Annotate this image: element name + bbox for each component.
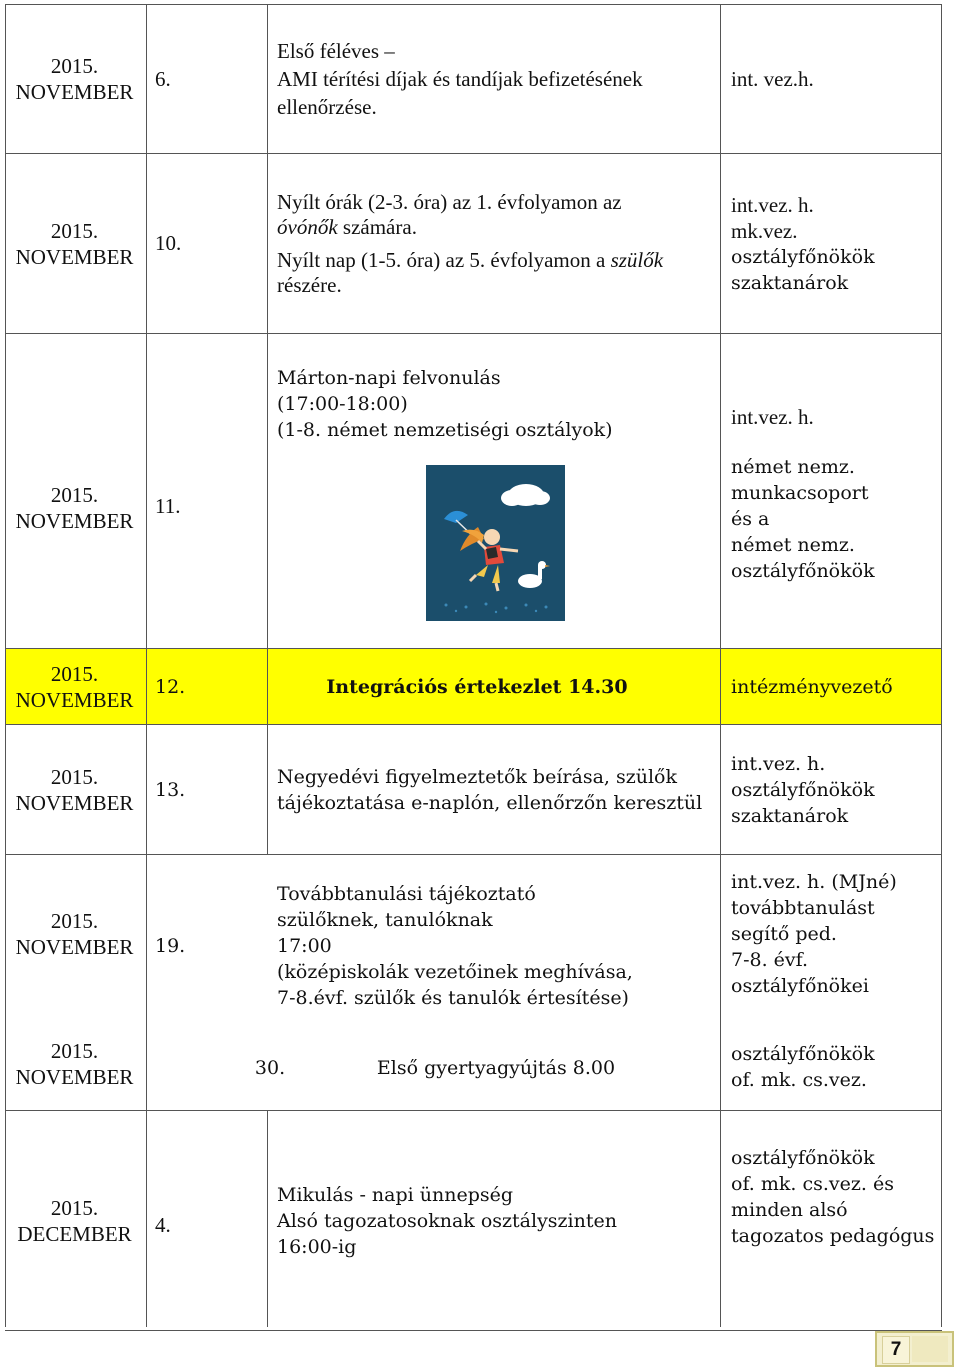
responsible-line: osztályfőnökök <box>731 1147 875 1169</box>
page-number-box <box>875 1331 954 1367</box>
event-line: 16:00-ig <box>277 1235 357 1258</box>
event-line: (17:00-18:00) <box>277 393 408 415</box>
day-number: 13. <box>155 778 186 801</box>
responsible-cell <box>731 154 941 333</box>
day-cell <box>155 334 265 648</box>
running-girl-illustration <box>426 465 565 621</box>
event-italic: szülők <box>610 247 664 272</box>
day-cell <box>155 855 265 1037</box>
responsible-cell <box>731 725 941 854</box>
responsible-line: osztályfőnökök <box>731 560 875 582</box>
day-event-cell <box>155 1051 715 1085</box>
responsible-cell <box>731 1111 941 1330</box>
responsible-line: of. mk. cs.vez. <box>731 1069 867 1091</box>
day-number: 30. <box>254 1057 286 1079</box>
responsible-line: tagozatos pedagógus <box>731 1225 935 1247</box>
responsible-line: intézményvezető <box>731 675 893 698</box>
responsible-line: osztályfőnökei <box>731 975 869 997</box>
responsible-line: szaktanárok <box>731 804 849 827</box>
day-number: 11. <box>155 494 181 518</box>
table-border-left <box>5 4 6 1327</box>
responsible-line: német nemz. <box>731 534 855 556</box>
event-line: Márton-napi felvonulás <box>277 367 501 389</box>
date-month: NOVEMBER <box>15 687 134 712</box>
table-divider <box>720 4 721 1327</box>
date-year: 2015. <box>50 661 99 686</box>
table-divider <box>267 4 268 854</box>
event-line: Első féléves – <box>277 39 395 63</box>
event-cell <box>277 855 717 1037</box>
responsible-line: 7-8. évf. <box>731 949 809 971</box>
date-month: NOVEMBER <box>15 1065 134 1089</box>
date-month: NOVEMBER <box>15 790 134 815</box>
responsible-line: segítő ped. <box>731 923 837 945</box>
date-cell <box>5 1111 144 1330</box>
date-cell <box>5 5 144 153</box>
event-line: ellenőrzése. <box>277 95 377 119</box>
responsible-cell <box>731 5 941 153</box>
date-year: 2015. <box>50 483 99 507</box>
date-month: NOVEMBER <box>15 509 134 533</box>
table-border-right <box>941 4 942 1327</box>
event-line: Első gyertyagyújtás 8.00 <box>376 1057 616 1079</box>
responsible-line: német nemz. <box>731 456 855 478</box>
date-year: 2015. <box>50 1039 99 1063</box>
responsible-line: of. mk. cs.vez. és <box>731 1173 894 1195</box>
date-month: NOVEMBER <box>15 80 134 104</box>
responsible-line: minden alsó <box>731 1199 848 1221</box>
event-italic: óvónők <box>277 214 338 239</box>
event-line <box>277 248 717 273</box>
event-line: (1-8. német nemzetiségi osztályok) <box>277 419 613 441</box>
responsible-line: és a <box>731 508 770 530</box>
date-year: 2015. <box>50 764 99 789</box>
date-month: NOVEMBER <box>15 244 134 269</box>
date-year: 2015. <box>50 218 99 243</box>
event-line: 17:00 <box>277 935 332 957</box>
responsible-cell <box>731 334 941 648</box>
responsible-line: osztályfőnökök <box>731 1043 875 1065</box>
date-cell <box>5 1033 144 1095</box>
date-cell <box>5 649 144 724</box>
day-cell <box>155 725 265 854</box>
responsible-cell <box>731 649 941 724</box>
date-cell <box>5 334 144 648</box>
event-line: Negyedévi figyelmeztetők beírása, szülők <box>277 765 678 788</box>
day-cell <box>155 5 265 153</box>
responsible-line: int.vez. h. <box>731 192 814 217</box>
event-line: Mikulás - napi ünnepség <box>277 1183 514 1206</box>
responsible-cell <box>731 1041 941 1093</box>
date-year: 2015. <box>50 909 99 933</box>
date-cell <box>5 725 144 854</box>
table-divider <box>267 1110 268 1327</box>
responsible-line: osztályfőnökök <box>731 778 875 801</box>
day-cell <box>155 649 265 724</box>
responsible-line: int.vez. h. (MJné) <box>731 871 897 893</box>
day-number: 10. <box>155 231 182 255</box>
table-divider <box>146 4 147 1327</box>
responsible-line: int. vez.h. <box>731 67 814 91</box>
event-cell <box>277 649 717 724</box>
event-line: AMI térítési díjak és tandíjak befizetésének <box>277 67 643 91</box>
date-month: DECEMBER <box>17 1221 132 1246</box>
date-year: 2015. <box>50 1195 99 1220</box>
date-cell <box>5 154 144 333</box>
illustration-image <box>426 465 565 621</box>
event-text: számára. <box>337 214 417 239</box>
event-line: Továbbtanulási tájékoztató <box>277 883 536 905</box>
responsible-cell <box>731 855 941 1013</box>
day-cell <box>155 154 265 333</box>
day-cell <box>155 1111 265 1330</box>
date-year: 2015. <box>50 54 99 78</box>
date-cell <box>5 855 144 1013</box>
event-cell <box>277 725 717 854</box>
event-line: 7-8.évf. szülők és tanulók értesítése) <box>277 987 629 1009</box>
day-number: 6. <box>155 66 171 91</box>
event-line: Integrációs értekezlet 14.30 <box>326 675 628 698</box>
event-line: (középiskolák vezetőinek meghívása, <box>277 961 633 983</box>
event-text: Nyílt nap (1-5. óra) az 5. évfolyamon a <box>277 247 611 272</box>
event-line <box>277 215 717 240</box>
day-number: 19. <box>155 935 186 957</box>
event-cell <box>277 1111 717 1330</box>
event-cell <box>277 334 717 648</box>
responsible-line: munkacsoport <box>731 482 869 504</box>
page-number-bar <box>912 1336 948 1362</box>
responsible-line: továbbtanulást <box>731 897 875 919</box>
event-line: tájékoztatása e-naplón, ellenőrzőn keresztül <box>277 791 703 814</box>
day-number: 4. <box>155 1213 171 1237</box>
event-line: részére. <box>277 272 342 297</box>
event-cell <box>277 154 717 333</box>
event-line: szülőknek, tanulóknak <box>277 909 493 931</box>
event-cell <box>277 5 717 153</box>
responsible-line: int.vez. h. <box>731 752 826 775</box>
page-number: 7 <box>882 1336 910 1364</box>
day-number: 12. <box>155 675 186 698</box>
responsible-line: szaktanárok <box>731 271 849 294</box>
responsible-line: osztályfőnökök <box>731 245 875 268</box>
responsible-line: int.vez. h. <box>731 405 814 429</box>
date-month: NOVEMBER <box>15 935 134 959</box>
event-line: Alsó tagozatosoknak osztályszinten <box>277 1209 617 1232</box>
event-line: Nyílt órák (2-3. óra) az 1. évfolyamon az <box>277 189 622 214</box>
responsible-line: mk.vez. <box>731 218 798 243</box>
